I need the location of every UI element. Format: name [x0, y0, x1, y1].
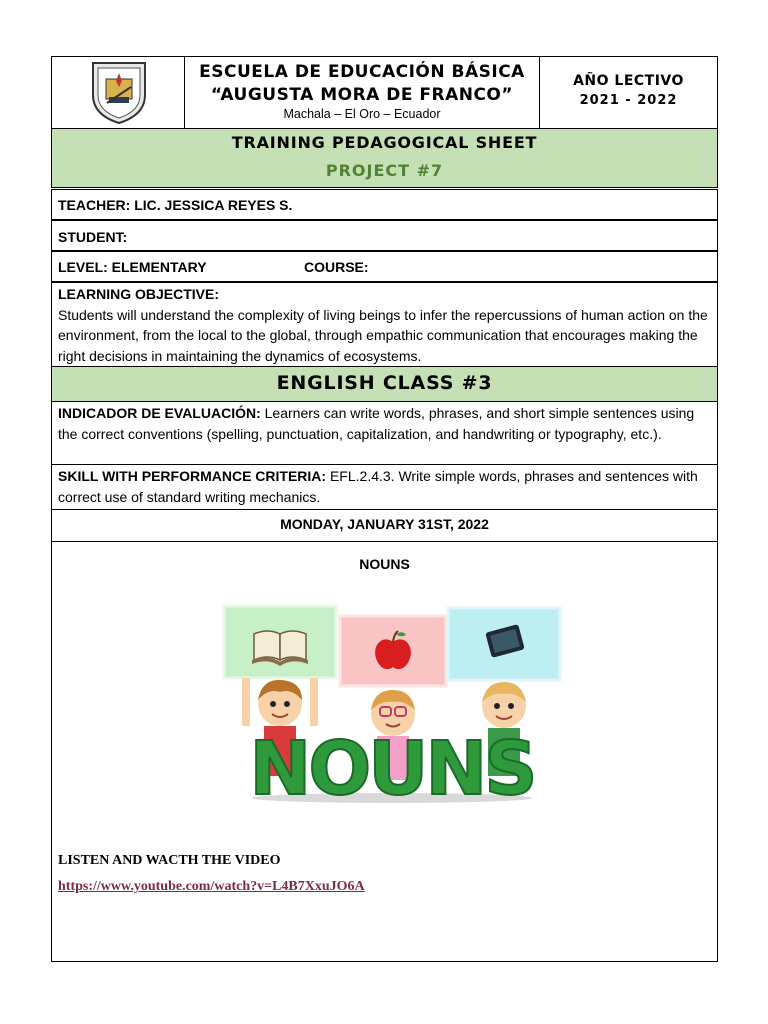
class-title: ENGLISH CLASS #3: [276, 372, 493, 394]
nouns-illustration: [222, 604, 562, 804]
school-location: Machala – El Oro – Ecuador: [283, 107, 441, 121]
nouns-word-art: NOUNS: [249, 726, 535, 804]
class-title-band: [51, 366, 718, 402]
project-number: PROJECT #7: [325, 161, 444, 180]
level-course-row: [51, 251, 718, 282]
school-name-line2: “AUGUSTA MORA DE FRANCO”: [210, 85, 514, 105]
header-logo-cell: [51, 56, 185, 129]
learning-objective-label: LEARNING OBJECTIVE:: [58, 286, 220, 302]
class-date: MONDAY, JANUARY 31ST, 2022: [280, 516, 489, 532]
learning-objective-text: Students will understand the complexity of living beings to infer the repercussions of human action on the environment, from the local to the global, through empathic communication that encourages making the right decisions in maintaining the dynamics of ecosystems.: [58, 306, 708, 364]
course-label: COURSE:: [304, 259, 369, 275]
school-crest-logo: [89, 59, 149, 125]
sheet-title: TRAINING PEDAGOGICAL SHEET: [231, 133, 538, 152]
indicator-text: Learners can write words, phrases, and short simple sentences using the correct conventions (spelling, punctuation, capitalization, and handwriting or typography, etc.).: [58, 405, 695, 442]
skill-cell: [51, 464, 718, 510]
video-instruction: LISTEN AND WACTH THE VIDEO: [58, 853, 281, 868]
learning-objective-cell: [51, 282, 718, 367]
skill-label: SKILL WITH PERFORMANCE CRITERIA:: [58, 468, 327, 484]
level-label: LEVEL: ELEMENTARY: [58, 259, 207, 275]
indicator-label: INDICADOR DE EVALUACIÓN:: [58, 405, 261, 421]
year-label: AÑO LECTIVO: [573, 73, 684, 89]
content-area: [51, 541, 718, 962]
school-year-cell: [539, 56, 718, 129]
teacher-row: [51, 189, 718, 220]
school-name-cell: [184, 56, 540, 129]
book-icon: [252, 631, 308, 666]
teacher-label: TEACHER: LIC. JESSICA REYES S.: [58, 197, 293, 213]
school-name-line1: ESCUELA DE EDUCACIÓN BÁSICA: [199, 62, 525, 82]
topic-heading: NOUNS: [359, 556, 410, 572]
sheet-title-band: [51, 128, 718, 188]
year-value: 2021 - 2022: [579, 93, 678, 108]
indicator-cell: [51, 401, 718, 465]
date-row: [51, 509, 718, 542]
student-row: [51, 220, 718, 251]
skill-text: EFL.2.4.3. Write simple words, phrases and sentences with correct use of standard writing mechanics.: [58, 468, 698, 505]
video-link[interactable]: https://www.youtube.com/watch?v=L4B7XxuJO6A: [58, 879, 365, 894]
student-label: STUDENT:: [58, 229, 128, 245]
